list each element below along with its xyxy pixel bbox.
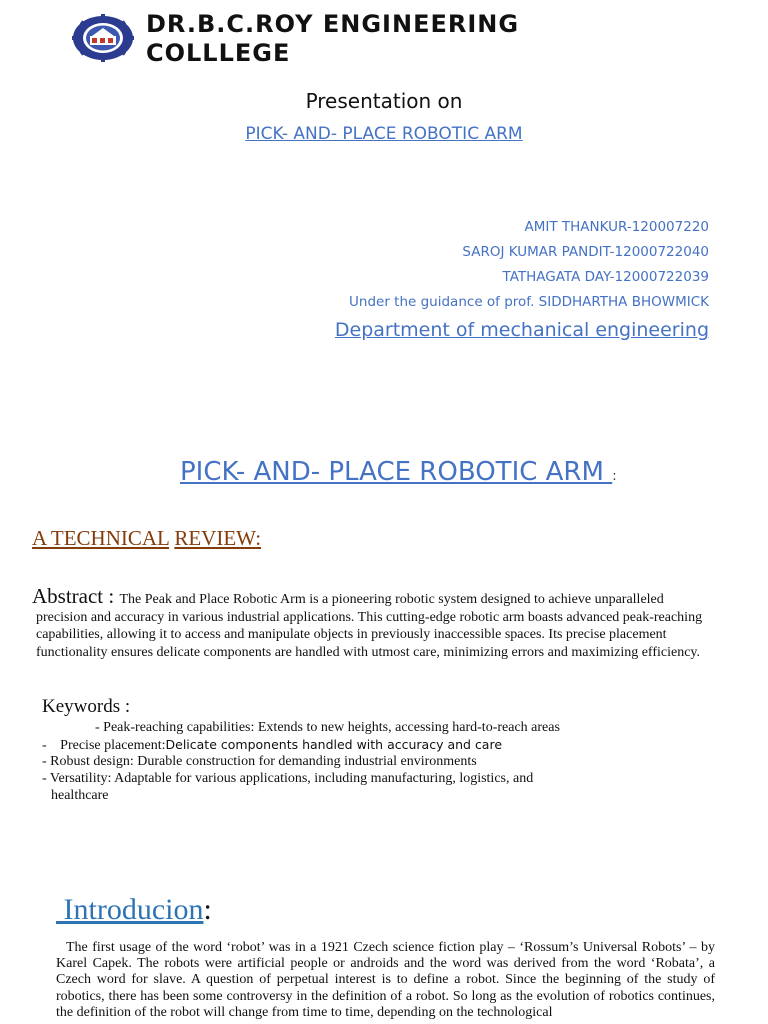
introduction-colon: : xyxy=(203,893,212,926)
abstract-line-1: The Peak and Place Robotic Arm is a pioneering robotic system designed to achieve unparalleled xyxy=(119,592,664,607)
main-title xyxy=(180,457,617,487)
abstract-line-2: precision and accuracy in various industrial applications. This cutting-edge robotic arm boasts advanced peak-reaching xyxy=(36,609,703,625)
presentation-intro: Presentation on xyxy=(305,89,463,113)
introduction-title[interactable]: Introducion xyxy=(56,893,204,926)
main-title-colon: : xyxy=(612,469,617,484)
main-title-text: PICK- AND- PLACE ROBOTIC ARM xyxy=(180,457,613,487)
college-logo-icon xyxy=(72,14,134,62)
keyword-item-2 xyxy=(42,736,502,754)
introduction-text: The first usage of the word ‘robot’ was in a 1921 Czech science fiction play – ‘Rossum’s Universal Robots’ – by Karel Capek. The robots were artificial people or androids and the word was derived from the word ‘Robata’, a Czech word for slave. A question of perpetual interest is to define a robot. Since the beginning of the study of robotics, there has been some controversy in the definition of a robot. So long as the evolution of robotics continues, the definition of the robot will change from time to time, depending on the technological xyxy=(56,940,715,1020)
keyword-item-4-dash: - xyxy=(42,771,47,786)
college-name-line2: COLLLEGE xyxy=(146,39,291,67)
abstract-line-4: functionality ensures delicate components are handled with utmost care, minimizing errors and maximizing efficiency. xyxy=(36,644,701,660)
keyword-item-4 xyxy=(42,770,533,787)
keyword-item-1: - Peak-reaching capabilities: Extends to new heights, accessing hard-to-reach areas xyxy=(95,720,560,735)
department-link[interactable]: Department of mechanical engineering xyxy=(334,319,709,341)
introduction-heading xyxy=(56,893,212,927)
technical-review-part1: A TECHNICAL xyxy=(32,526,170,550)
technical-review-part2: REVIEW: xyxy=(174,526,262,550)
abstract-section xyxy=(32,584,732,661)
keywords-title: Keywords : xyxy=(42,696,131,717)
keyword-item-2-text: Delicate components handled with accuracy and care xyxy=(165,737,503,752)
college-name-line1: DR.B.C.ROY ENGINEERING xyxy=(146,10,520,38)
author-1: AMIT THANKUR-120007220 xyxy=(524,219,709,235)
abstract-label: Abstract : xyxy=(32,584,120,608)
guidance-line: Under the guidance of prof. SIDDHARTHA BHOWMICK xyxy=(349,294,709,310)
keyword-item-2-dash: - xyxy=(42,738,47,753)
college-name xyxy=(146,10,519,68)
keyword-item-2-label: Precise placement: xyxy=(60,738,166,753)
author-3: TATHAGATA DAY-12000722039 xyxy=(502,269,709,285)
presentation-title: PICK- AND- PLACE ROBOTIC ARM xyxy=(245,124,523,144)
keyword-item-4-line1: Versatility: Adaptable for various applications, including manufacturing, logistics, and xyxy=(49,771,534,786)
technical-review-heading xyxy=(32,526,261,551)
keyword-item-4-cont: healthcare xyxy=(51,788,109,803)
author-2: SAROJ KUMAR PANDIT-12000722040 xyxy=(462,244,709,260)
abstract-line-3: capabilities, allowing it to access and manipulate objects in previously inaccessible spaces. Its precise placement xyxy=(36,627,667,642)
keyword-item-3: - Robust design: Durable construction for demanding industrial environments xyxy=(42,754,477,769)
